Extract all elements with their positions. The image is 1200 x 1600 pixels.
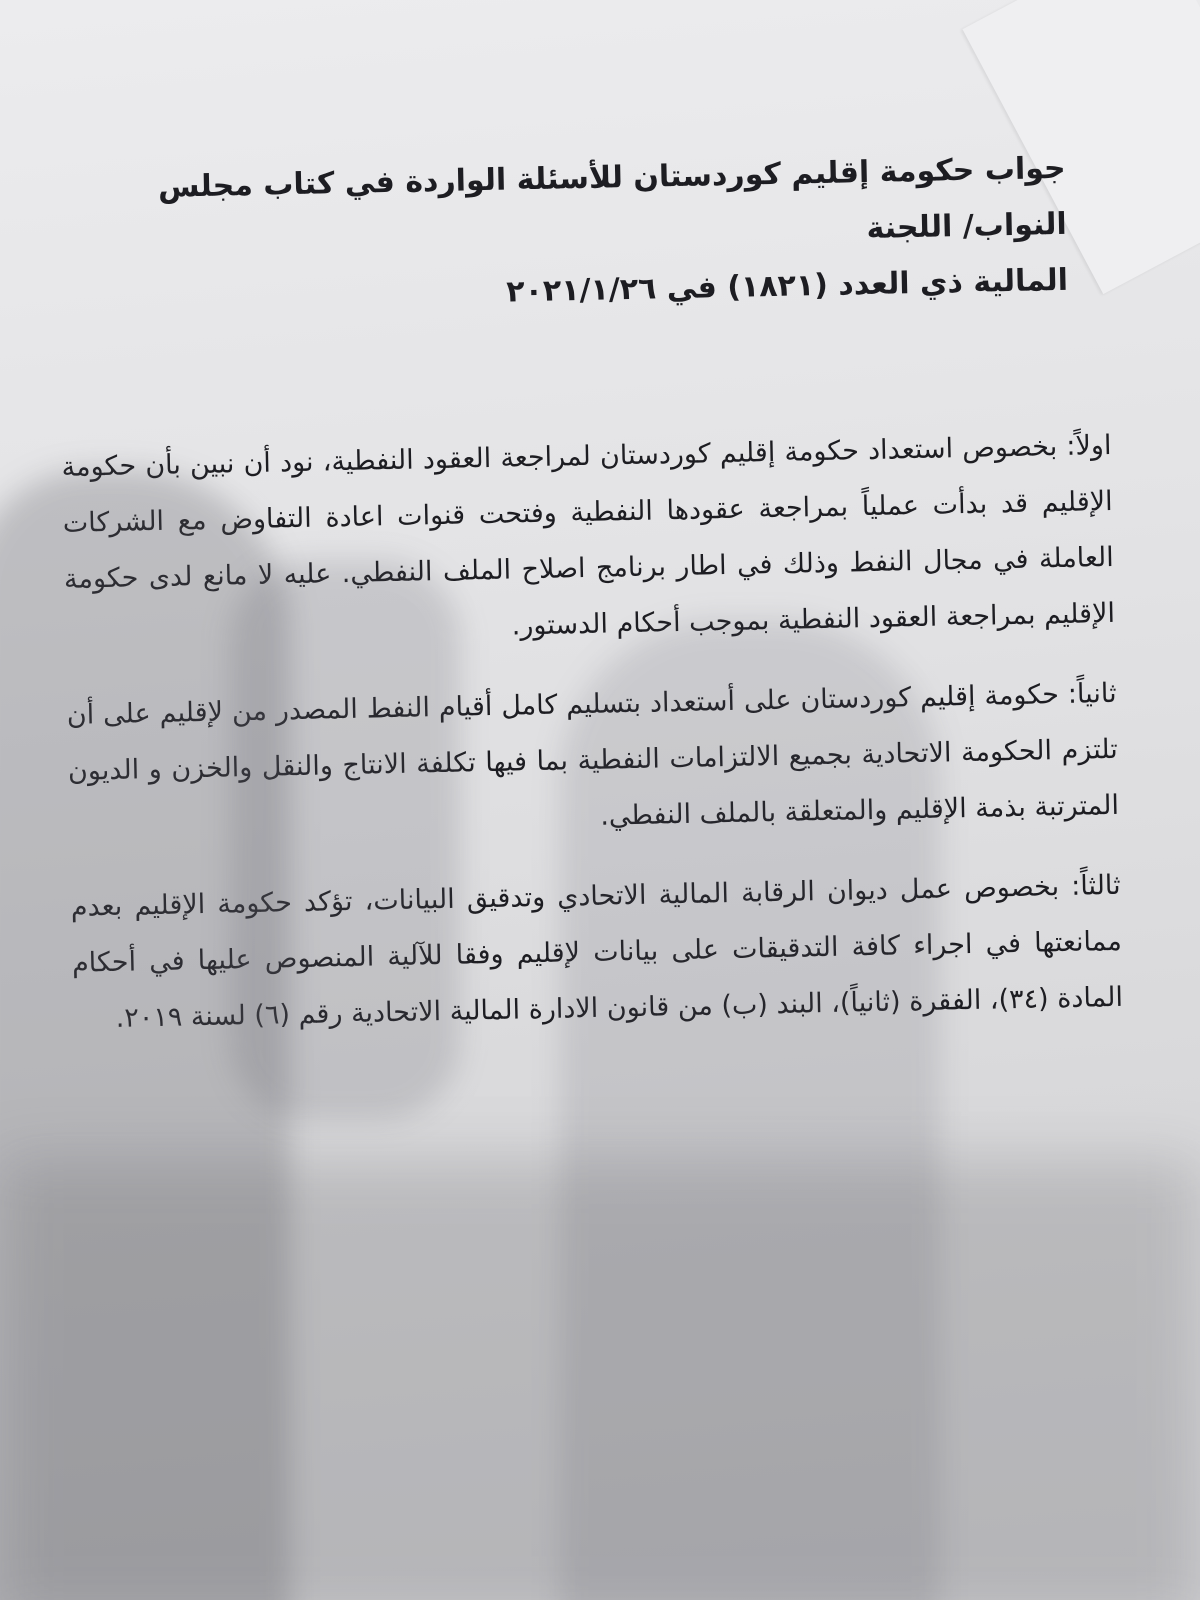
hand-shadow-middle — [230, 560, 460, 1120]
bottom-shadow — [0, 1160, 1200, 1600]
title-line-1: جواب حكومة إقليم كوردستان للأسئلة الواردة في كتاب مجلس النواب/ اللجنة — [157, 150, 1068, 247]
title-line-2: المالية ذي العدد (١٨٢١) في ٢٠٢١/١/٢٦ — [505, 262, 1069, 310]
letter-title — [55, 140, 1108, 330]
paragraph-text: بخصوص عمل ديوان الرقابة المالية الاتحادي وتدقيق البيانات، تؤكد حكومة الإقليم بعدم ممانعتها في اجراء كافة التدقيقات على بيانات لإقليم وفقا للآلية المنصوص عليها في أحكام المادة (٣٤)، الفقرة (ثانياً)، البند (ب) من قانون الادارة المالية الاتحادية رقم (٦) لسنة ٢٠١٩. — [70, 871, 1124, 1034]
paragraph-text: حكومة إقليم كوردستان على أستعداد بتسليم كامل أقيام النفط المصدر من لإقليم على أن تلتزم الحكومة الاتحادية بجميع الالتزامات النفطية بما فيها تكلفة الانتاج والنقل والخزن و الديون المترتبة بذمة الإقليم والمتعلقة بالملف النفطي. — [66, 679, 1120, 832]
paragraph-label: اولاً: — [1066, 429, 1112, 462]
paragraph-label: ثانياً: — [1067, 677, 1117, 710]
paragraph-text: بخصوص استعداد حكومة إقليم كوردستان لمراجعة العقود النفطية، نود أن نبين بأن حكومة الإقليم قد بدأت عملياً بمراجعة عقودها النفطية وفتحت قنوات اعادة التفاوض مع الشركات العاملة في مجال النفط وذلك في اطار برنامج اصلاح الملف النفطي. عليه لا مانع لدى حكومة الإقليم بمراجعة العقود النفطية بموجب أحكام الدستور. — [61, 431, 1116, 642]
paragraph-label: ثالثاً: — [1070, 869, 1121, 902]
